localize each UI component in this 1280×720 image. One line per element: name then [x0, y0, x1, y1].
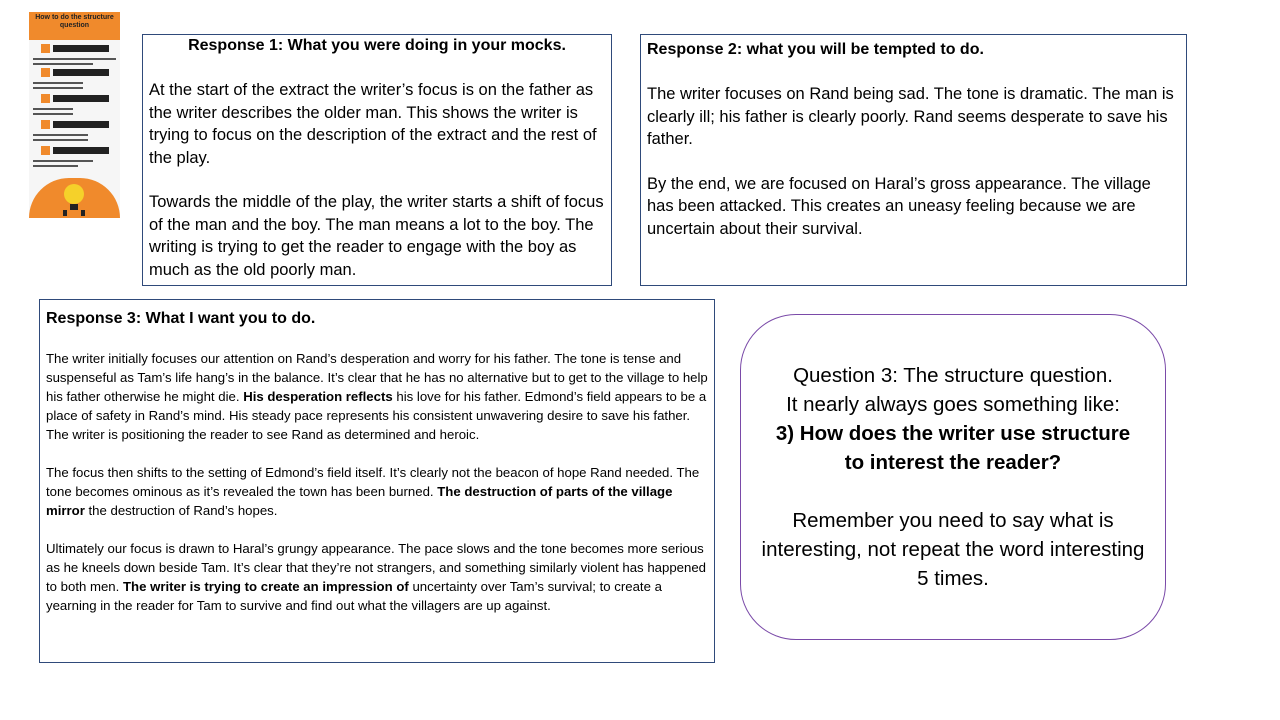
response-2-heading: Response 2: what you will be tempted to do. [647, 41, 984, 58]
structure-question-infographic [29, 12, 120, 218]
question-line-1: Question 3: The structure question. [793, 364, 1113, 387]
question-line-2: It nearly always goes something like: [786, 393, 1120, 416]
response-3-paragraph-2 [46, 463, 708, 520]
response-1-box [142, 34, 612, 286]
text-run: Ultimately our focus is drawn to Haral’s grungy appearance. The pace slows and the tone becomes more serious as he kneels down beside Tam. It’s clear that they’re not strangers, and something similarly violent has happened to both men. [46, 541, 706, 594]
bold-phrase: The writer is trying to create an impression of [122, 579, 409, 594]
response-3-paragraph-1 [46, 349, 708, 444]
response-2-box [640, 34, 1187, 286]
response-1-paragraph-1: At the start of the extract the writer’s focus is on the father as the writer describes the older man. This shows the writer is trying to focus on the description of the extract and the rest of the play. [149, 81, 597, 167]
infographic-title: How to do the structure question [35, 14, 114, 29]
question-line-4: to interest the reader? [844, 451, 1062, 474]
response-3-box [39, 299, 715, 663]
response-2-paragraph-2: By the end, we are focused on Haral’s gross appearance. The village has been attacked. This creates an uneasy feeling because we are uncertain about their survival. [647, 174, 1151, 238]
question-3-box [740, 314, 1166, 640]
response-3-paragraph-3 [46, 539, 708, 615]
question-reminder: Remember you need to say what is interesting, not repeat the word interesting 5 times. [761, 509, 1145, 590]
question-line-3: 3) How does the writer use structure [775, 422, 1131, 445]
bold-phrase: The destruction of parts of the village mirror [46, 484, 673, 518]
response-1-heading: Response 1: What you were doing in your mocks. [188, 37, 566, 54]
bold-phrase: His desperation reflects [243, 389, 393, 404]
text-run: The writer initially focuses our attention on Rand’s desperation and worry for his father. The tone is tense and suspenseful as Tam’s life hang’s in the balance. It’s clear that he has no alternative but to get to the village to help his father otherwise he might die. [46, 351, 708, 404]
response-3-heading: Response 3: What I want you to do. [46, 310, 316, 327]
text-run: the destruction of Rand’s hopes. [84, 503, 278, 518]
text-run: his love for his father. Edmond’s field appears to be a place of safety in Rand’s mind. His steady pace represents his consistent unwavering desire to save his father. The writer is positioning the reader to see Rand as determined and heroic. [46, 389, 707, 442]
text-run: The focus then shifts to the setting of Edmond’s field itself. It’s clearly not the beacon of hope Rand needed. The tone becomes ominous as it’s revealed the town has been burned. [46, 465, 700, 499]
response-1-paragraph-2: Towards the middle of the play, the writer starts a shift of focus of the man and the boy. The man means a lot to the boy. The writing is trying to get the reader to engage with the boy as much as the old poorly man. [149, 193, 604, 279]
response-2-paragraph-1: The writer focuses on Rand being sad. The tone is dramatic. The man is clearly ill; his father is clearly poorly. Rand seems desperate to save his father. [647, 85, 1174, 148]
text-run: uncertainty over Tam’s survival; to create a yearning in the reader for Tam to survive and find out what the villagers are up against. [46, 579, 662, 613]
